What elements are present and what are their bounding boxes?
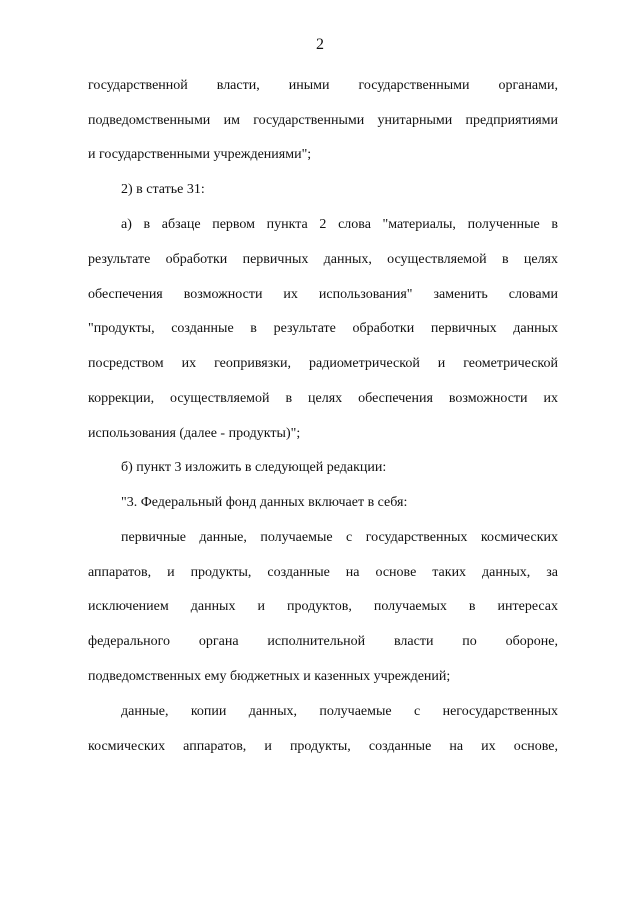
text-line-11: использования (далее - продукты)"; <box>88 426 301 441</box>
text-line-17: федерального органа исполнительной власти по обороне, <box>88 634 558 649</box>
page-number: 2 <box>316 36 324 53</box>
text-line-3: и государственными учреждениями"; <box>88 147 312 162</box>
text-line-2: подведомственными им государственными унитарными предприятиями <box>88 113 558 128</box>
text-line-16: исключением данных и продуктов, получаемых в интересах <box>88 599 558 614</box>
text-line-1: государственной власти, иными государственными органами, <box>88 78 558 93</box>
text-line-10: коррекции, осуществляемой в целях обеспечения возможности их <box>88 391 558 406</box>
text-line-12: б) пункт 3 изложить в следующей редакции: <box>121 460 387 475</box>
text-line-15: аппаратов, и продукты, созданные на основе таких данных, за <box>88 565 558 580</box>
text-line-19: данные, копии данных, получаемые с негосударственных <box>121 704 558 719</box>
text-line-20: космических аппаратов, и продукты, созданные на их основе, <box>88 739 558 754</box>
text-line-6: результате обработки первичных данных, осуществляемой в целях <box>88 252 558 267</box>
text-line-4: 2) в статье 31: <box>121 182 205 197</box>
text-line-5: а) в абзаце первом пункта 2 слова "материалы, полученные в <box>121 217 558 232</box>
text-line-14: первичные данные, получаемые с государственных космических <box>121 530 558 545</box>
text-line-7: обеспечения возможности их использования" заменить словами <box>88 287 558 302</box>
text-line-18: подведомственных ему бюджетных и казенных учреждений; <box>88 669 451 684</box>
text-line-9: посредством их геопривязки, радиометрической и геометрической <box>88 356 558 371</box>
text-line-8: "продукты, созданные в результате обработки первичных данных <box>88 321 558 336</box>
text-line-13: "3. Федеральный фонд данных включает в себя: <box>121 495 408 510</box>
